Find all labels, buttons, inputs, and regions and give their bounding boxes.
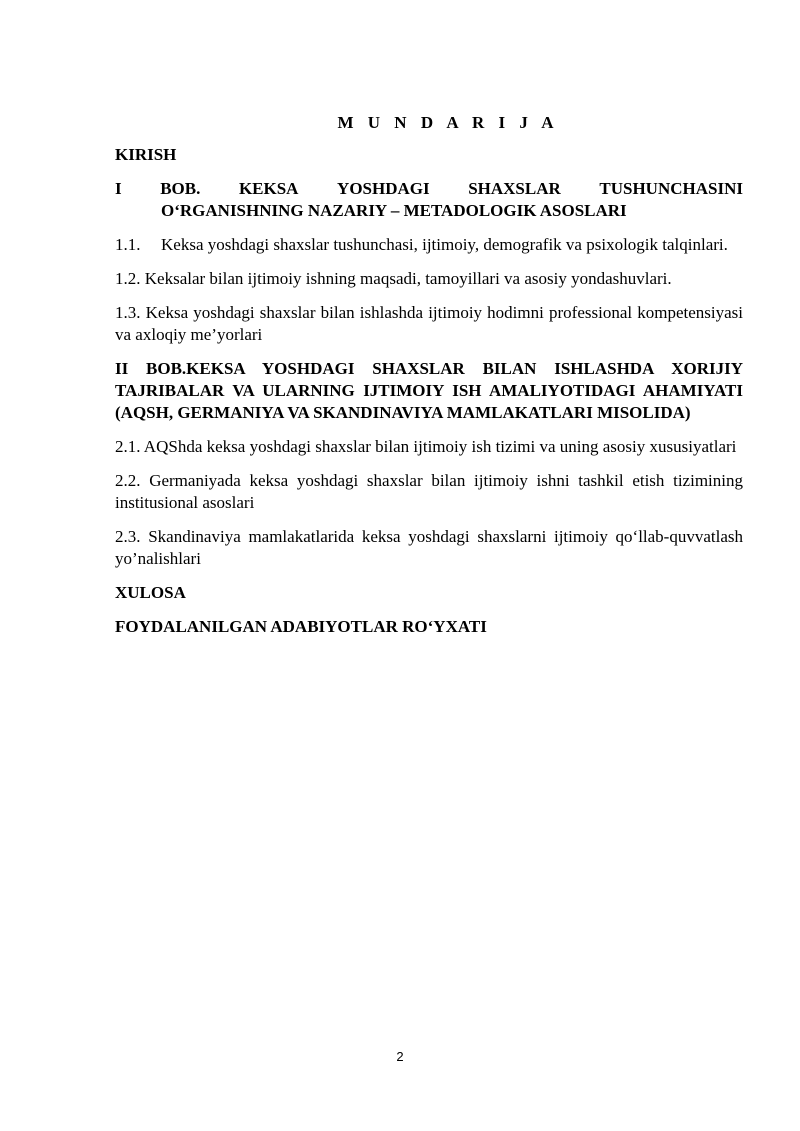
toc-section-2-3: 2.3. Skandinaviya mamlakatlarida keksa yoshdagi shaxslarni ijtimoiy qo‘llab-quvvatlash yo’nalishlari: [115, 527, 743, 568]
chapter1-word: I: [115, 179, 122, 198]
chapter2-title: II BOB.KEKSA YOSHDAGI SHAXSLAR BILAN ISHLASHDA XORIJIY TAJRIBALAR VA ULARNING IJTIMOIY ISH AMALIYOTIDAGI AHAMIYATI (AQSH, GERMANIYA VA SKANDINAVIYA MAMLAKATLARI MISOLIDA): [115, 359, 743, 422]
chapter1-title-line1: [115, 178, 743, 200]
section-text: Keksa yoshdagi shaxslar tushunchasi, ijtimoiy, demografik va psixologik talqinlari.: [161, 235, 728, 254]
chapter1-word: SHAXSLAR: [468, 179, 561, 198]
page-number: 2: [396, 1049, 404, 1064]
toc-title: M U N D A R I J A: [337, 113, 559, 132]
toc-section-1-3: 1.3. Keksa yoshdagi shaxslar bilan ishlashda ijtimoiy hodimni professional kompetensiyasi va axloqiy me’yorlari: [115, 303, 743, 344]
toc-intro: KIRISH: [115, 145, 177, 164]
chapter1-title-line2: O‘RGANISHNING NAZARIY – METADOLOGIK ASOSLARI: [161, 201, 627, 220]
document-page: [115, 110, 743, 650]
toc-references: FOYDALANILGAN ADABIYOTLAR RO‘YXATI: [115, 617, 487, 636]
chapter1-word: YOSHDAGI: [337, 179, 430, 198]
chapter1-word: TUSHUNCHASINI: [599, 179, 743, 198]
chapter1-word: KEKSA: [238, 179, 299, 198]
toc-section-2-1: 2.1. AQShda keksa yoshdagi shaxslar bilan ijtimoiy ish tizimi va uning asosiy xususiyatlari: [115, 437, 737, 456]
chapter1-word: BOB.: [160, 179, 201, 198]
toc-section-1-2: 1.2. Keksalar bilan ijtimoiy ishning maqsadi, tamoyillari va asosiy yondashuvlari.: [115, 269, 672, 288]
toc-conclusion: XULOSA: [115, 583, 186, 602]
toc-section-2-2: 2.2. Germaniyada keksa yoshdagi shaxslar bilan ijtimoiy ishni tashkil etish tizimining institusional asoslari: [115, 471, 743, 512]
toc-section-1-1: [115, 234, 743, 256]
section-number: 1.1.: [115, 235, 141, 254]
